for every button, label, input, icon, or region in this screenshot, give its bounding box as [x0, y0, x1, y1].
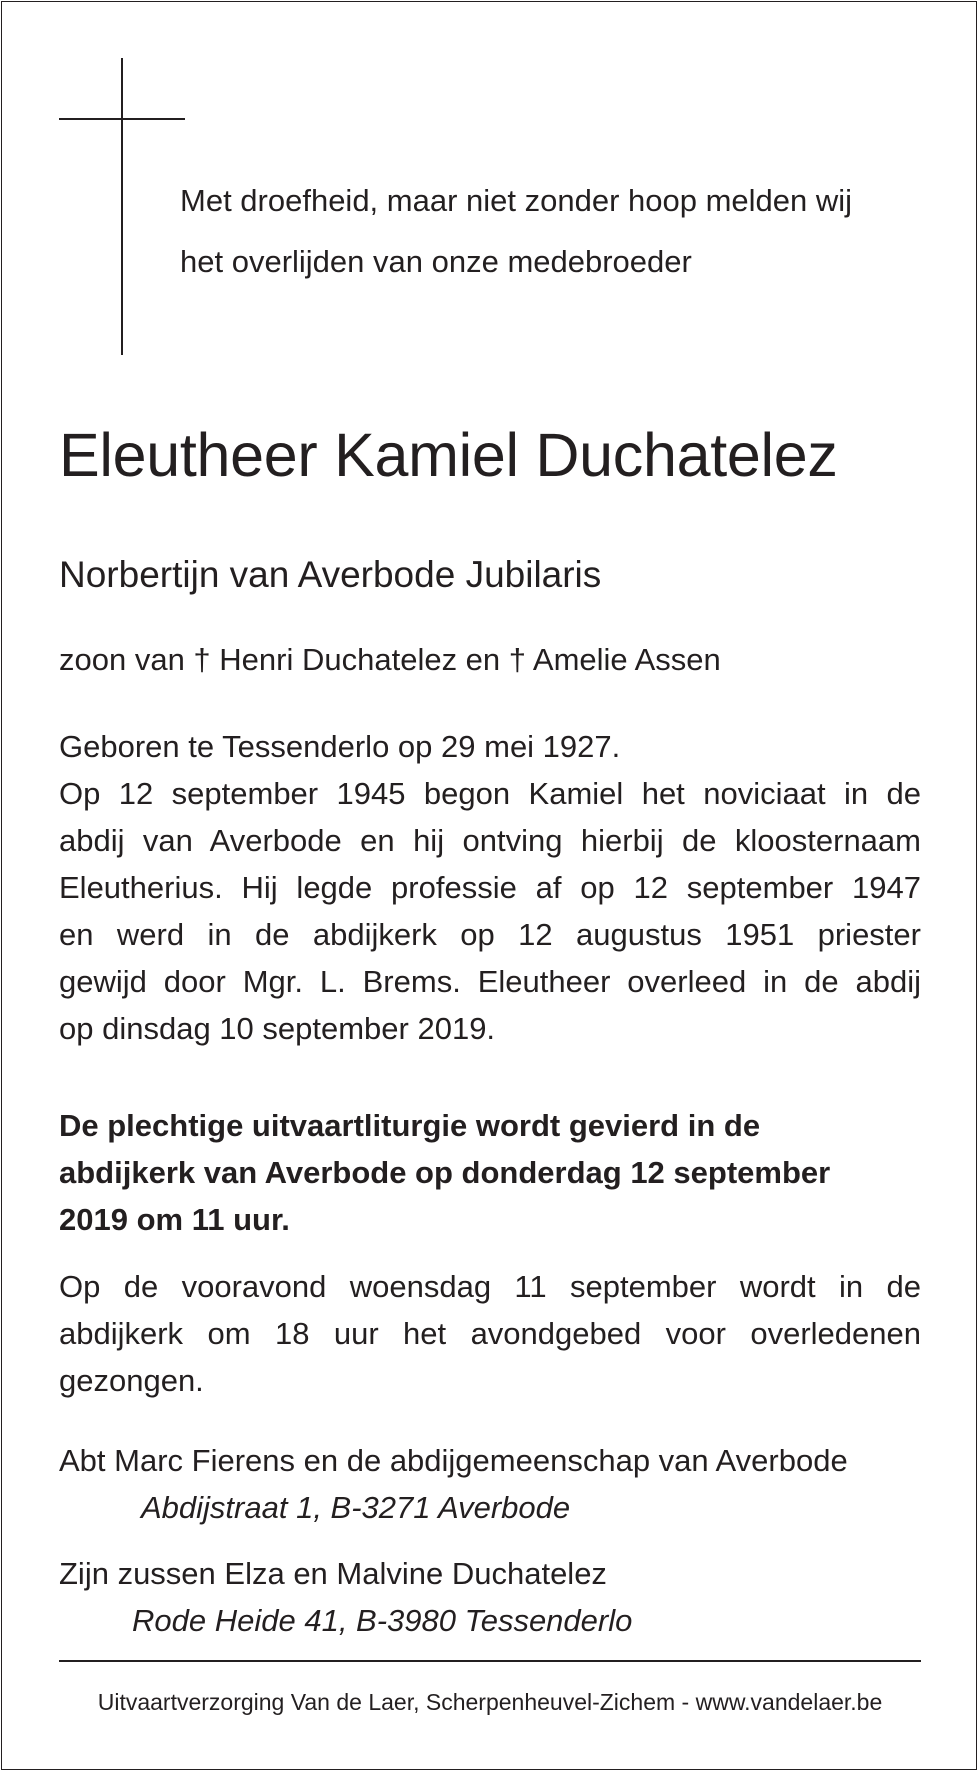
family-address: Abdijstraat 1, B-3271 Averbode — [141, 1490, 571, 1525]
bio-line: gewijd door Mgr. L. Brems. Eleutheer overleed in de abdij — [59, 964, 921, 999]
bio-line: Geboren te Tessenderlo op 29 mei 1927. — [59, 729, 621, 764]
family-name: Zijn zussen Elza en Malvine Duchatelez — [59, 1556, 607, 1591]
bio-line: en werd in de abdijkerk op 12 augustus 1951 priester — [59, 917, 921, 952]
bio-line: op dinsdag 10 september 2019. — [59, 1011, 496, 1046]
funeral-line: abdijkerk van Averbode op donderdag 12 september — [59, 1155, 831, 1190]
parents-line: zoon van † Henri Duchatelez en † Amelie Assen — [59, 642, 721, 677]
family-address: Rode Heide 41, B-3980 Tessenderlo — [132, 1603, 633, 1638]
funeral-line: 2019 om 11 uur. — [59, 1202, 290, 1237]
bio-line: Op 12 september 1945 begon Kamiel het noviciaat in de — [59, 776, 921, 811]
bio-line: Eleutherius. Hij legde professie af op 12 september 1947 — [59, 870, 921, 905]
vigil-line: abdijkerk om 18 uur het avondgebed voor overledenen — [59, 1316, 921, 1351]
intro-line: het overlijden van onze medebroeder — [180, 244, 692, 279]
vigil-line: gezongen. — [59, 1363, 204, 1398]
family-name: Abt Marc Fierens en de abdijgemeenschap van Averbode — [59, 1443, 848, 1478]
footer-credit: Uitvaartverzorging Van de Laer, Scherpenheuvel-Zichem - www.vandelaer.be — [97, 1689, 883, 1715]
bio-line: abdij van Averbode en hij ontving hierbij de kloosternaam — [59, 823, 921, 858]
vigil-line: Op de vooravond woensdag 11 september wordt in de — [59, 1269, 921, 1304]
family-entry — [59, 1550, 921, 1644]
funeral-announcement — [59, 1102, 921, 1243]
cross-icon — [59, 58, 185, 355]
intro-line: Met droefheid, maar niet zonder hoop melden wij — [180, 183, 853, 218]
intro-text — [180, 170, 940, 292]
deceased-name: Eleutheer Kamiel Duchatelez — [59, 421, 838, 489]
family-entry — [59, 1437, 921, 1531]
cross-horizontal-bar — [59, 118, 185, 120]
funeral-line: De plechtige uitvaartliturgie wordt gevierd in de — [59, 1108, 761, 1143]
cross-vertical-bar — [121, 58, 123, 355]
footer-divider — [59, 1660, 921, 1662]
vigil-announcement — [59, 1263, 921, 1404]
biography — [59, 723, 921, 1052]
deceased-title: Norbertijn van Averbode Jubilaris — [59, 554, 602, 595]
